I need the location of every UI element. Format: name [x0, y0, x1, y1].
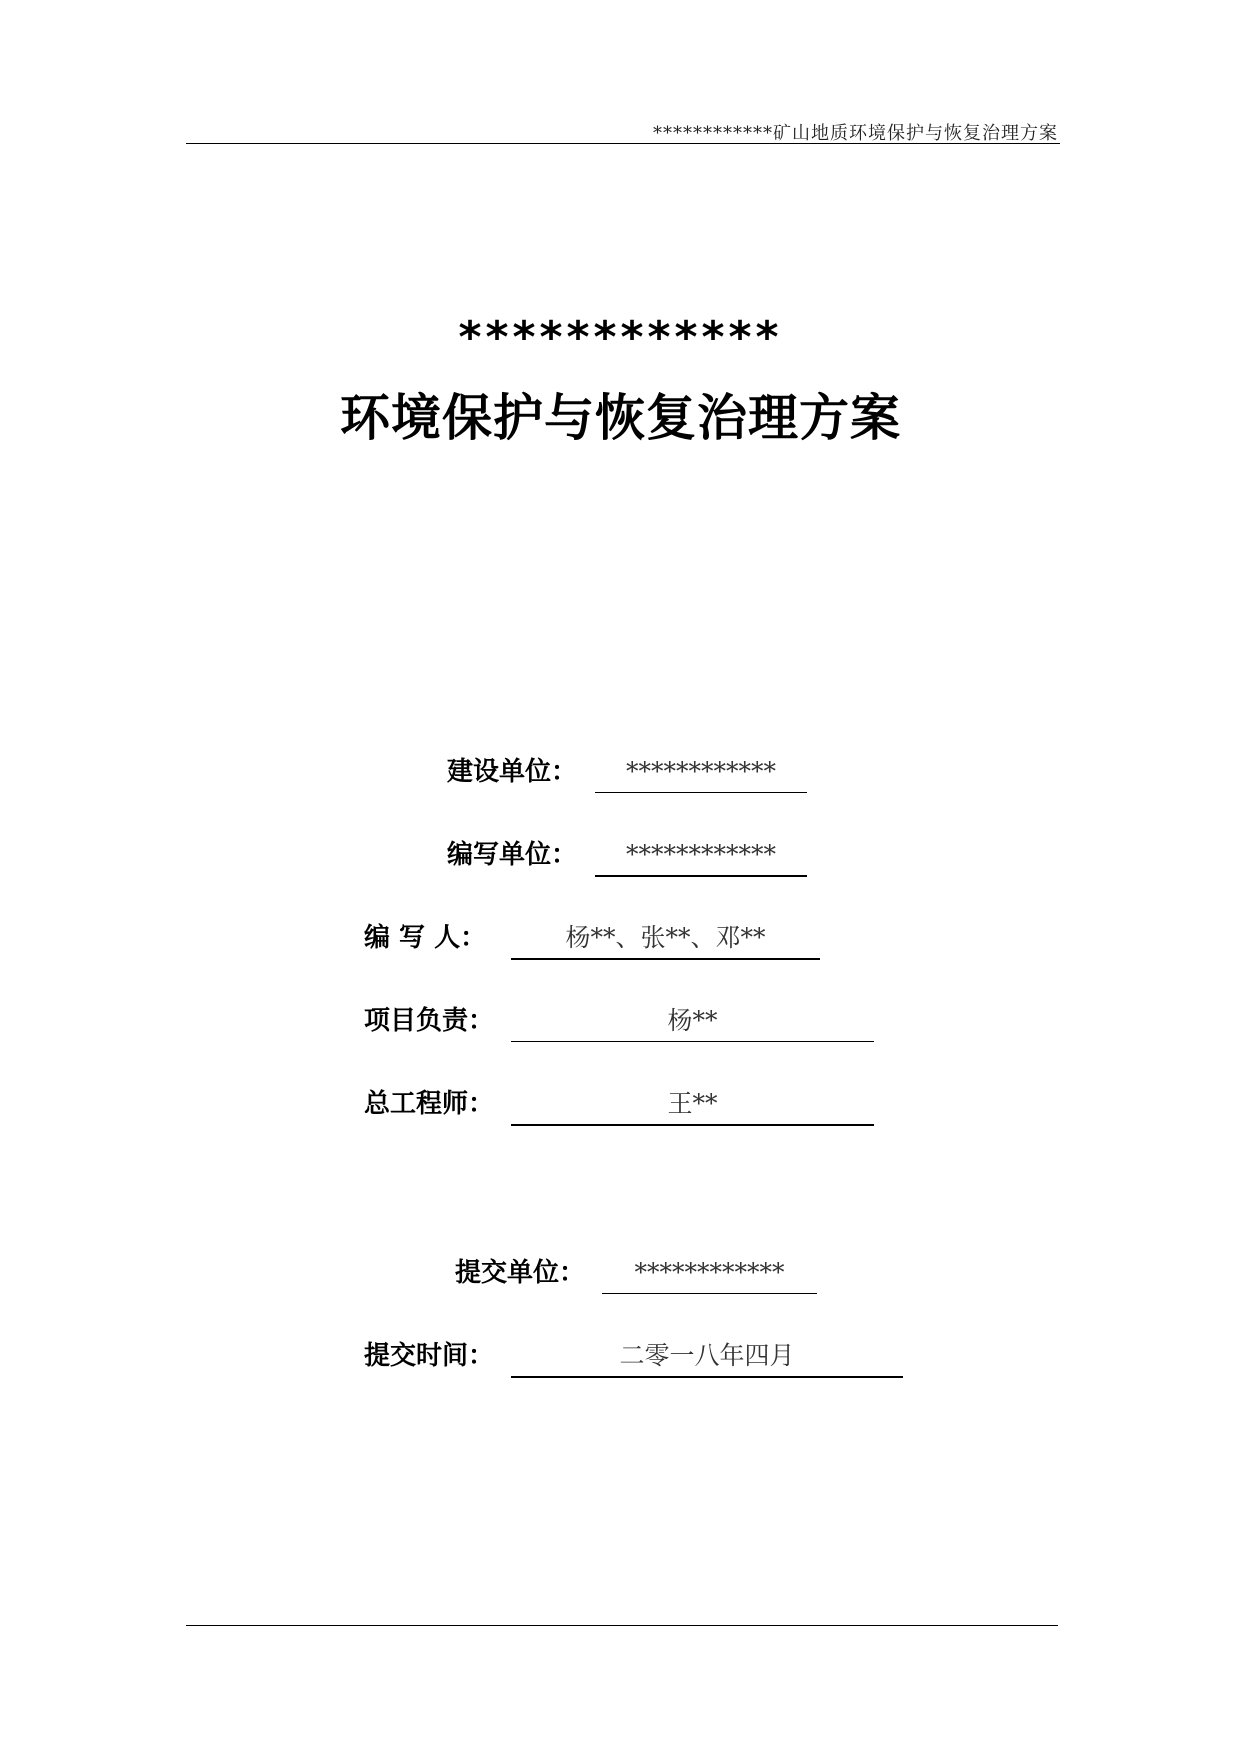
- field-label: 项目负责：: [364, 1006, 495, 1036]
- document-title: 环境保护与恢复治理方案: [340, 389, 901, 447]
- field-value: 杨**: [511, 1001, 874, 1042]
- title-line-1: ************: [458, 312, 783, 363]
- field-project-lead: [364, 1001, 874, 1041]
- field-label: 总工程师：: [364, 1089, 495, 1119]
- field-submitting-unit: [455, 1253, 817, 1293]
- field-chief-engineer: [364, 1084, 874, 1124]
- field-value: 王**: [511, 1084, 874, 1126]
- field-label: 编 写 人：: [364, 923, 487, 953]
- field-value: 杨**、张**、邓**: [511, 918, 820, 960]
- footer-rule: [186, 1625, 1058, 1626]
- field-compiling-unit: [447, 835, 807, 875]
- field-submission-date: [364, 1336, 903, 1376]
- field-authors: [364, 918, 820, 958]
- field-value: 二零一八年四月: [511, 1336, 903, 1378]
- header-rule: [186, 143, 1060, 144]
- field-value: ************: [602, 1253, 817, 1294]
- field-label: 编写单位：: [447, 840, 578, 870]
- field-value: ************: [595, 835, 807, 877]
- field-value: ************: [595, 752, 807, 793]
- field-label: 提交单位：: [455, 1258, 586, 1288]
- field-construction-unit: [447, 752, 807, 792]
- field-label: 提交时间：: [364, 1341, 495, 1371]
- field-label: 建设单位：: [447, 757, 578, 787]
- running-header: ************矿山地质环境保护与恢复治理方案: [653, 123, 1058, 144]
